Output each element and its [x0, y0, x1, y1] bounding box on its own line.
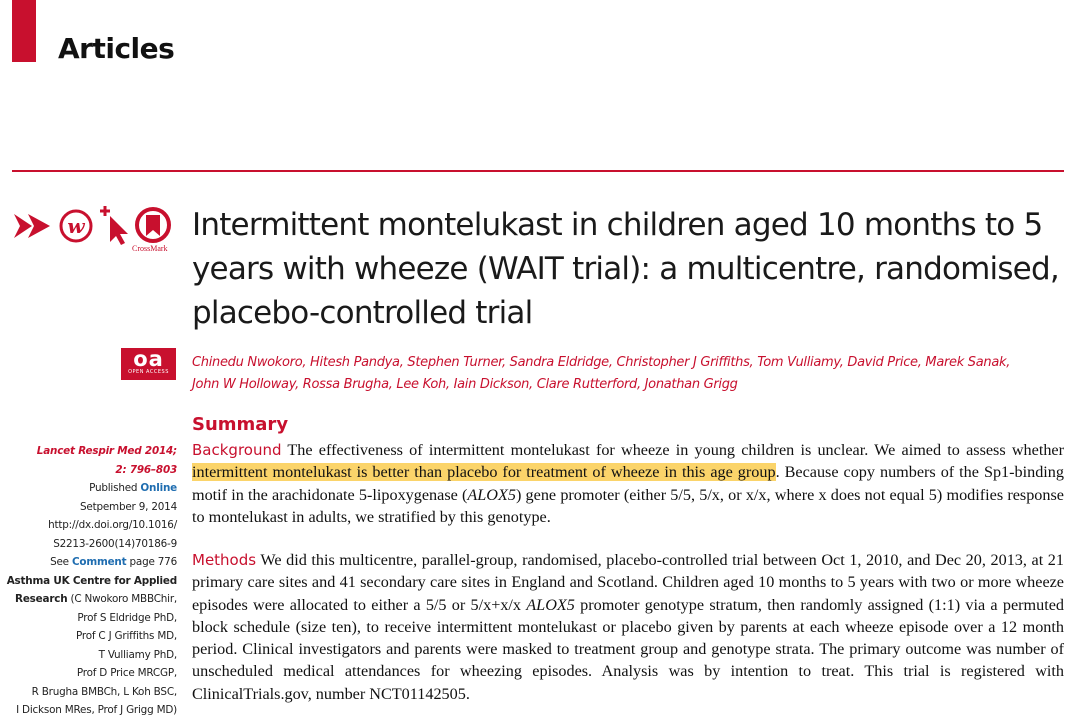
svg-text:w: w [67, 214, 85, 238]
summary-heading: Summary [192, 414, 289, 435]
arrow-icon[interactable] [12, 210, 52, 242]
affiliation-person: I Dickson MRes, Prof J Grigg MD) [16, 704, 177, 716]
citation-pages: 2: 796–803 [115, 463, 177, 476]
open-access-badge-text: oa [133, 347, 164, 371]
background-paragraph [192, 439, 1064, 528]
background-label: Background [192, 441, 282, 459]
methods-text: promoter genotype stratum, then randomly assigned (1:1) via a permuted block schedule (size ten), to receive intermittent montelukast or placebo given by parents at each wheeze episode over a 12 month period. Clinical investigators and parents were masked to treatment group and genotype strata. The primary outcome was number of unscheduled medical attendances for wheezing episodes. Analysis was by intention to treat. This trial is registered with ClinicalTrials.gov, number NCT01142505. [192, 595, 1064, 703]
cursor-click-icon[interactable] [100, 202, 132, 246]
background-text: The effectiveness of intermittent montelukast for wheeze in young children is unclear. We aimed to assess whether [281, 441, 1064, 459]
doi-link-continued[interactable]: S2213-2600(14)70186-9 [53, 537, 177, 550]
section-color-bar [12, 0, 36, 62]
affiliation-person: Prof D Price MRCGP, [76, 667, 177, 679]
open-access-badge-subtext: OPEN ACCESS [128, 369, 169, 375]
article-title: Intermittent montelukast in children aged 10 months to 5 years with wheeze (WAIT trial): a multicentre, randomised, placebo-controlled trial [192, 207, 1059, 331]
affiliation-name-continued: Research [15, 593, 68, 605]
see-comment-line [5, 553, 177, 572]
section-label: Articles [58, 32, 175, 65]
citation-journal: Lancet Respir Med 2014; [36, 445, 177, 457]
affiliation-line [5, 572, 177, 591]
crossmark-label: CrossMark [132, 244, 168, 253]
background-text: ) gene promoter (either 5/5, 5/x, or x/x, where x does not equal 5) modifies response to montelukast in adults, we stratified by this genotype. [192, 485, 1064, 526]
gene-name: ALOX5 [526, 595, 575, 614]
affiliation-people: (C Nwokoro MBBChir, [67, 593, 177, 605]
header-divider [12, 170, 1064, 172]
web-extra-icon[interactable] [58, 208, 94, 244]
affiliation-person: T Vulliamy PhD, [98, 648, 177, 661]
affiliation-name: Asthma UK Centre for Applied [6, 574, 177, 587]
published-line [5, 479, 177, 498]
published-date: Setpember 9, 2014 [80, 500, 177, 513]
methods-label: Methods [192, 551, 257, 569]
see-suffix: page 776 [126, 556, 177, 568]
methods-paragraph [192, 549, 1064, 705]
methods-text: We did this multicentre, parallel-group, randomised, placebo-controlled trial between Oct 1, 2010, and Dec 20, 2013, at 21 primary care sites and 41 secondary care sites in England and Scotland. Children aged 10 months to 5 years with two or more wheeze episodes were allocated to either a 5/5 or 5/x+x/x [192, 551, 1064, 614]
open-access-badge [121, 348, 176, 380]
affiliation-person: R Brugha BMBCh, L Koh BSC, [31, 685, 177, 698]
article-sidebar [5, 442, 177, 720]
affiliation-person: Prof S Eldridge PhD, [77, 611, 177, 624]
published-online-link[interactable]: Online [140, 482, 177, 494]
author-line: John W Holloway, Rossa Brugha, Lee Koh, Iain Dickson, Clare Rutterford, Jonathan Grigg [192, 377, 738, 392]
highlighted-text[interactable]: intermittent montelukast is better than placebo for treatment of wheeze in this age group [192, 463, 776, 482]
affiliation-person: Prof C J Griffiths MD, [75, 630, 177, 642]
doi-link[interactable]: http://dx.doi.org/10.1016/ [48, 519, 177, 531]
gene-name: ALOX5 [467, 485, 516, 504]
affiliation-line [5, 590, 177, 609]
comment-link[interactable]: Comment [71, 556, 127, 568]
see-prefix: See [50, 556, 72, 568]
background-text: . Because copy numbers of the Sp1-binding motif in the arachidonate 5-lipoxygenase ( [192, 463, 1064, 504]
published-prefix: Published [89, 482, 141, 494]
crossmark-icon[interactable] [134, 206, 172, 244]
author-list [192, 352, 1072, 396]
author-line: Chinedu Nwokoro, Hitesh Pandya, Stephen Turner, Sandra Eldridge, Christopher J Griffiths, Tom Vulliamy, David Price, Marek Sanak, [192, 355, 1011, 370]
